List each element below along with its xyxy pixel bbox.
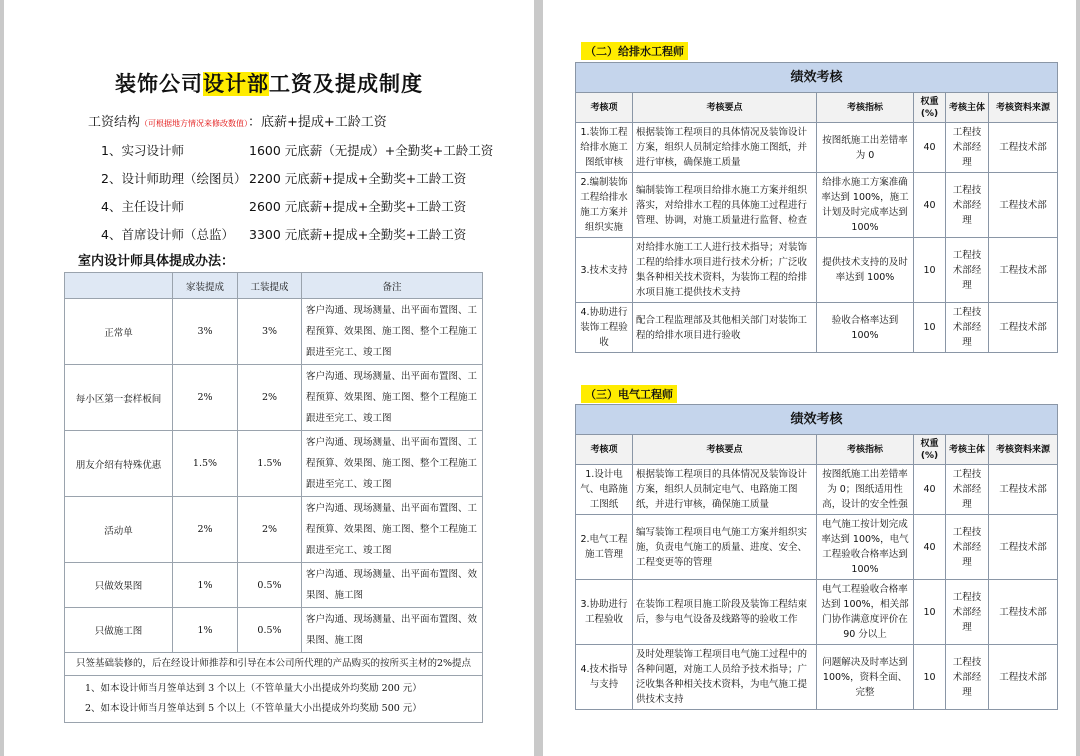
salary-level-row: 2、设计师助理（绘图员） 2200 元底薪+提成+全勤奖+工龄工资 [101,171,467,186]
section-label-plumbing: （二）给排水工程师 [581,42,688,60]
kpi-header-row: 考核项 考核要点 考核指标 权重(%) 考核主体 考核资料来源 [576,93,1058,123]
table-row: 只做效果图 1% 0.5% 客户沟通、现场测量、出平面布置图、效果图、施工图 [65,563,483,608]
bonus-line: 1、如本设计师当月签单达到 3 个以上（不管单量大小出提成外均奖励 200 元） [85,683,422,694]
salary-note: （可根据地方情况来修改数值） [140,119,249,128]
salary-level-row: 4、首席设计师（总监） 3300 元底薪+提成+全勤奖+工龄工资 [101,227,467,242]
commission-method-heading: 室内设计师具体提成办法： [78,254,235,269]
table-row: 活动单 2% 2% 客户沟通、现场测量、出平面布置图、工程预算、效果图、施工图、整个工程施工跟进至完工、竣工图 [65,497,483,563]
table-row: 2.编制装饰工程给排水施工方案并组织实施 编制装饰工程项目给排水施工方案并组织落实，对给排水工程的具体施工过程进行管理、协调，对施工质量进行监督、检查 给排水施工方案准确率达到 100%，施工计划及时完成率达到 100% 40 工程技术部经理 工程技术部 [576,173,1058,238]
bonus-row [65,676,483,723]
salary-level-row: 1、实习设计师 1600 元底薪（无提成）+全勤奖+工龄工资 [101,143,494,158]
table-row: 4.协助进行装饰工程验收 配合工程监理部及其他相关部门对装饰工程的给排水项目进行验收 验收合格率达到 100% 10 工程技术部经理 工程技术部 [576,303,1058,353]
table-row: 1.设计电气、电路施工图纸 根据装饰工程项目的具体情况及装饰设计方案，组织人员制定电气、电路施工图纸，并进行审核，确保施工质量 按图纸施工出差错率为 0；图纸适用性高，设计的安全性强 40 工程技术部经理 工程技术部 [576,465,1058,515]
right-page [543,0,1076,756]
table-row: 每小区第一套样板间 2% 2% 客户沟通、现场测量、出平面布置图、工程预算、效果图、施工图、整个工程施工跟进至完工、竣工图 [65,365,483,431]
table-footer-note-row: 只签基础装修的，后在经设计师推荐和引导在本公司所代理的产品购买的按所买主材的2%提点 [65,653,483,676]
kpi-title-row: 绩效考核 [576,63,1058,93]
highlighted-title-text: 设计部 [203,72,269,96]
electrical-kpi-table [575,404,1058,710]
table-row: 4.技术指导与支持 及时处理装饰工程项目电气施工过程中的各种问题，对施工人员给予技术指导；广泛收集各种相关技术资料，为电气施工提供技术支持 问题解决及时率达到 100%，资料全面、完整 10 工程技术部经理 工程技术部 [576,645,1058,710]
document-title: 装饰公司设计部工资及提成制度 [115,72,423,96]
plumbing-kpi-table [575,62,1058,353]
table-row: 3.技术支持 对给排水施工工人进行技术指导；对装饰工程的给排水项目进行技术分析；广泛收集各种相关技术资料，为装饰工程的给排水项目施工提供技术支持 提供技术支持的及时率达到 100% 10 工程技术部经理 工程技术部 [576,238,1058,303]
table-row: 2.电气工程施工管理 编写装饰工程项目电气施工方案并组织实施，负责电气施工的质量、进度、安全、工程变更等的管理 电气施工按计划完成率达到 100%，电气工程验收合格率达到 100% 40 工程技术部经理 工程技术部 [576,515,1058,580]
kpi-header-row: 考核项 考核要点 考核指标 权重(%) 考核主体 考核资料来源 [576,435,1058,465]
salary-level-row: 4、主任设计师 2600 元底薪+提成+全勤奖+工龄工资 [101,199,467,214]
section-label-electrical: （三）电气工程师 [581,385,677,403]
commission-table [64,272,483,723]
table-row: 1.装饰工程给排水施工图纸审核 根据装饰工程项目的具体情况及装饰设计方案，组织人员制定给排水施工图纸，并进行审核，确保施工质量 按图纸施工出差错率为 0 40 工程技术部经理 工程技术部 [576,123,1058,173]
table-row: 只做施工图 1% 0.5% 客户沟通、现场测量、出平面布置图、效果图、施工图 [65,608,483,653]
salary-structure-heading: 工资结构（可根据地方情况来修改数值）：底薪+提成+工龄工资 [88,115,387,130]
table-row: 朋友介绍有特殊优惠 1.5% 1.5% 客户沟通、现场测量、出平面布置图、工程预算、效果图、施工图、整个工程施工跟进至完工、竣工图 [65,431,483,497]
table-row: 正常单 3% 3% 客户沟通、现场测量、出平面布置图、工程预算、效果图、施工图、整个工程施工跟进至完工、竣工图 [65,299,483,365]
table-row: 3.协助进行工程验收 在装饰工程项目施工阶段及装饰工程结束后，参与电气设备及线路等的验收工作 电气工程验收合格率达到 100%，相关部门协作满意度评价在 90 分以上 10 工程技术部经理 工程技术部 [576,580,1058,645]
kpi-title-row: 绩效考核 [576,405,1058,435]
bonus-line: 2、如本设计师当月签单达到 5 个以上（不管单量大小出提成外均奖励 500 元） [85,703,422,714]
left-page [4,0,534,756]
table-header-row: 家装提成 工装提成 备注 [65,273,483,299]
